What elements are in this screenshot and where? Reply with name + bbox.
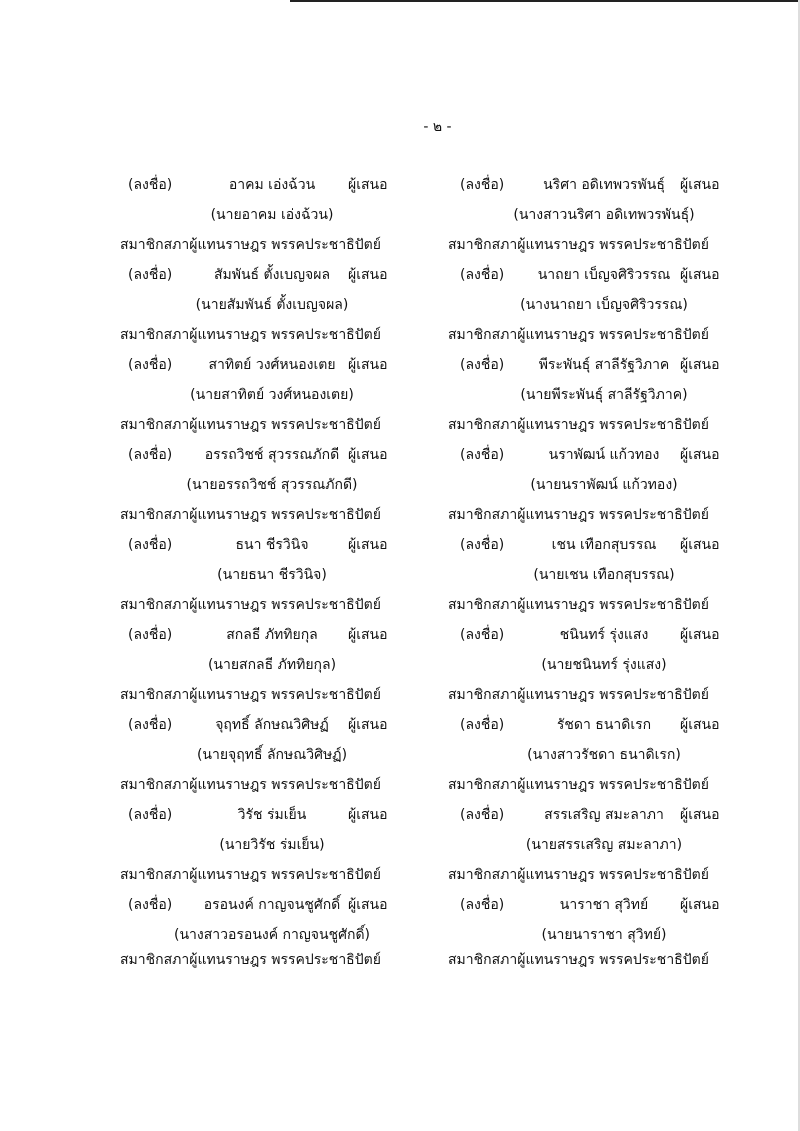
proposer-label: ผู้เสนอ: [348, 447, 388, 463]
signer-full-name: (นายนาราชา สุวิทย์): [541, 927, 667, 943]
member-title: สมาชิกสภาผู้แทนราษฎร พรรคประชาธิปัตย์: [448, 597, 709, 613]
signed-label: (ลงชื่อ): [460, 177, 505, 193]
signature-line: [112, 440, 452, 470]
proposer-label: ผู้เสนอ: [680, 537, 720, 553]
signer-full-name: (นางสาวรัชดา ธนาดิเรก): [527, 747, 681, 763]
proposer-label: ผู้เสนอ: [680, 357, 720, 373]
signer-full-name: (นายธนา ชีรวินิจ): [217, 567, 327, 583]
signed-label: (ลงชื่อ): [128, 357, 173, 373]
member-title: สมาชิกสภาผู้แทนราษฎร พรรคประชาธิปัตย์: [448, 777, 709, 793]
signer-full-name: (นายชนินทร์ รุ่งแสง): [541, 657, 667, 673]
signer-full-name: (นายเชน เทือกสุบรรณ): [533, 567, 675, 583]
signature-entry: [112, 770, 452, 860]
proposer-label: ผู้เสนอ: [680, 717, 720, 733]
signature-entry: [112, 410, 452, 500]
proposer-label: ผู้เสนอ: [680, 627, 720, 643]
signature-line: [112, 530, 452, 560]
signature-entry: [112, 860, 452, 950]
signature-entry: [444, 230, 784, 320]
signer-name: อรรถวิชช์ สุวรรณภักดี: [204, 447, 340, 463]
signature-line: [112, 710, 452, 740]
signer-name: สรรเสริญ สมะลาภา: [544, 807, 664, 823]
signature-line: [112, 620, 452, 650]
signed-label: (ลงชื่อ): [460, 537, 505, 553]
signed-label: (ลงชื่อ): [460, 717, 505, 733]
signature-entry: [112, 590, 452, 680]
signature-line: [112, 800, 452, 830]
signed-label: (ลงชื่อ): [460, 807, 505, 823]
right-signature-column: [444, 170, 784, 950]
signature-entry: [112, 320, 452, 410]
proposer-label: ผู้เสนอ: [680, 267, 720, 283]
signature-line: [444, 710, 784, 740]
member-title-right-final: สมาชิกสภาผู้แทนราษฎร พรรคประชาธิปัตย์: [448, 952, 709, 968]
signed-label: (ลงชื่อ): [460, 447, 505, 463]
signature-line: [444, 620, 784, 650]
signature-line: [444, 440, 784, 470]
proposer-label: ผู้เสนอ: [348, 807, 388, 823]
signature-line: [112, 260, 452, 290]
signature-line: [444, 260, 784, 290]
signed-label: (ลงชื่อ): [128, 537, 173, 553]
signature-line: [444, 350, 784, 380]
signer-name: สกลธี ภัททิยกุล: [226, 627, 318, 643]
signer-full-name: (นายอรรถวิชช์ สุวรรณภักดี): [186, 477, 358, 493]
member-title: สมาชิกสภาผู้แทนราษฎร พรรคประชาธิปัตย์: [120, 507, 381, 523]
signer-name: นริศา อดิเทพวรพันธุ์: [543, 177, 665, 193]
signer-full-name: (นายสรรเสริญ สมะลาภา): [525, 837, 683, 853]
member-title: สมาชิกสภาผู้แทนราษฎร พรรคประชาธิปัตย์: [120, 327, 381, 343]
signed-label: (ลงชื่อ): [128, 267, 173, 283]
page-number: - ๒ -: [423, 119, 452, 135]
signer-name: สาทิตย์ วงศ์หนองเตย: [208, 357, 336, 373]
member-title: สมาชิกสภาผู้แทนราษฎร พรรคประชาธิปัตย์: [120, 867, 381, 883]
signature-entry: [444, 500, 784, 590]
signer-name: เชน เทือกสุบรรณ: [551, 537, 657, 553]
member-title: สมาชิกสภาผู้แทนราษฎร พรรคประชาธิปัตย์: [120, 237, 381, 253]
signer-name: วิรัช ร่มเย็น: [237, 807, 307, 823]
member-title: สมาชิกสภาผู้แทนราษฎร พรรคประชาธิปัตย์: [448, 417, 709, 433]
member-title: สมาชิกสภาผู้แทนราษฎร พรรคประชาธิปัตย์: [120, 597, 381, 613]
signed-label: (ลงชื่อ): [128, 447, 173, 463]
proposer-label: ผู้เสนอ: [680, 177, 720, 193]
signature-entry: [112, 170, 452, 230]
signature-entry: [444, 770, 784, 860]
signature-entry: [112, 680, 452, 770]
member-title: สมาชิกสภาผู้แทนราษฎร พรรคประชาธิปัตย์: [120, 417, 381, 433]
signed-label: (ลงชื่อ): [128, 897, 173, 913]
signer-full-name: (นายนราพัฒน์ แก้วทอง): [530, 477, 678, 493]
proposer-label: ผู้เสนอ: [348, 537, 388, 553]
signer-name: อาคม เอ่งฉ้วน: [228, 177, 316, 193]
signature-line: [444, 800, 784, 830]
member-title: สมาชิกสภาผู้แทนราษฎร พรรคประชาธิปัตย์: [120, 687, 381, 703]
signature-entry: [444, 320, 784, 410]
signed-label: (ลงชื่อ): [128, 627, 173, 643]
signer-name: ชนินทร์ รุ่งแสง: [559, 627, 649, 643]
top-border-line: [290, 0, 800, 2]
member-title: สมาชิกสภาผู้แทนราษฎร พรรคประชาธิปัตย์: [448, 687, 709, 703]
proposer-label: ผู้เสนอ: [348, 897, 388, 913]
signed-label: (ลงชื่อ): [128, 807, 173, 823]
signed-label: (ลงชื่อ): [460, 357, 505, 373]
signature-entry: [112, 230, 452, 320]
proposer-label: ผู้เสนอ: [348, 717, 388, 733]
signer-name: นาถยา เบ็ญจศิริวรรณ: [537, 267, 671, 283]
signer-full-name: (นายวิรัช ร่มเย็น): [219, 837, 325, 853]
signer-name: พีระพันธุ์ สาลีรัฐวิภาค: [538, 357, 670, 373]
signature-line: [112, 170, 452, 200]
signer-name: ธนา ชีรวินิจ: [235, 537, 309, 553]
member-title-left-final: สมาชิกสภาผู้แทนราษฎร พรรคประชาธิปัตย์: [120, 952, 381, 968]
member-title: สมาชิกสภาผู้แทนราษฎร พรรคประชาธิปัตย์: [448, 867, 709, 883]
signer-full-name: (นายจุฤทธิ์ ลักษณวิศิษฏ์): [196, 747, 348, 763]
proposer-label: ผู้เสนอ: [680, 447, 720, 463]
proposer-label: ผู้เสนอ: [348, 267, 388, 283]
signed-label: (ลงชื่อ): [460, 627, 505, 643]
signer-name: นาราชา สุวิทย์: [559, 897, 649, 913]
signature-line: [112, 350, 452, 380]
member-title: สมาชิกสภาผู้แทนราษฎร พรรคประชาธิปัตย์: [448, 507, 709, 523]
signature-entry: [444, 590, 784, 680]
signature-entry: [112, 500, 452, 590]
signed-label: (ลงชื่อ): [460, 267, 505, 283]
signer-full-name: (นางสาวอรอนงค์ กาญจนชูศักดิ์): [173, 927, 370, 943]
signature-entry: [444, 410, 784, 500]
signer-full-name: (นายสาทิตย์ วงศ์หนองเตย): [190, 387, 354, 403]
signer-full-name: (นายสกลธี ภัททิยกุล): [207, 657, 337, 673]
proposer-label: ผู้เสนอ: [348, 177, 388, 193]
member-title: สมาชิกสภาผู้แทนราษฎร พรรคประชาธิปัตย์: [448, 327, 709, 343]
proposer-label: ผู้เสนอ: [348, 627, 388, 643]
proposer-label: ผู้เสนอ: [348, 357, 388, 373]
signature-entry: [444, 680, 784, 770]
signer-name: นราพัฒน์ แก้วทอง: [548, 447, 660, 463]
signer-name: อรอนงค์ กาญจนชูศักดิ์: [203, 897, 341, 913]
left-signature-column: [112, 170, 452, 950]
signature-entry: [444, 860, 784, 950]
signer-full-name: (นางนาถยา เบ็ญจศิริวรรณ): [520, 297, 688, 313]
signed-label: (ลงชื่อ): [460, 897, 505, 913]
signed-label: (ลงชื่อ): [128, 717, 173, 733]
signature-line: [444, 890, 784, 920]
proposer-label: ผู้เสนอ: [680, 807, 720, 823]
signature-line: [444, 170, 784, 200]
signed-label: (ลงชื่อ): [128, 177, 173, 193]
signature-entry: [444, 170, 784, 230]
signer-name: จุฤทธิ์ ลักษณวิศิษฏ์: [215, 717, 329, 733]
signer-full-name: (นายอาคม เอ่งฉ้วน): [210, 207, 334, 223]
signature-line: [112, 890, 452, 920]
signer-name: รัชดา ธนาดิเรก: [556, 717, 652, 733]
signature-line: [444, 530, 784, 560]
signer-name: สัมพันธ์ ตั้งเบญจผล: [213, 267, 331, 283]
signer-full-name: (นายพีระพันธุ์ สาลีรัฐวิภาค): [520, 387, 688, 403]
member-title: สมาชิกสภาผู้แทนราษฎร พรรคประชาธิปัตย์: [448, 237, 709, 253]
signer-full-name: (นางสาวนริศา อดิเทพวรพันธุ์): [513, 207, 695, 223]
signer-full-name: (นายสัมพันธ์ ตั้งเบญจผล): [195, 297, 349, 313]
member-title: สมาชิกสภาผู้แทนราษฎร พรรคประชาธิปัตย์: [120, 777, 381, 793]
proposer-label: ผู้เสนอ: [680, 897, 720, 913]
